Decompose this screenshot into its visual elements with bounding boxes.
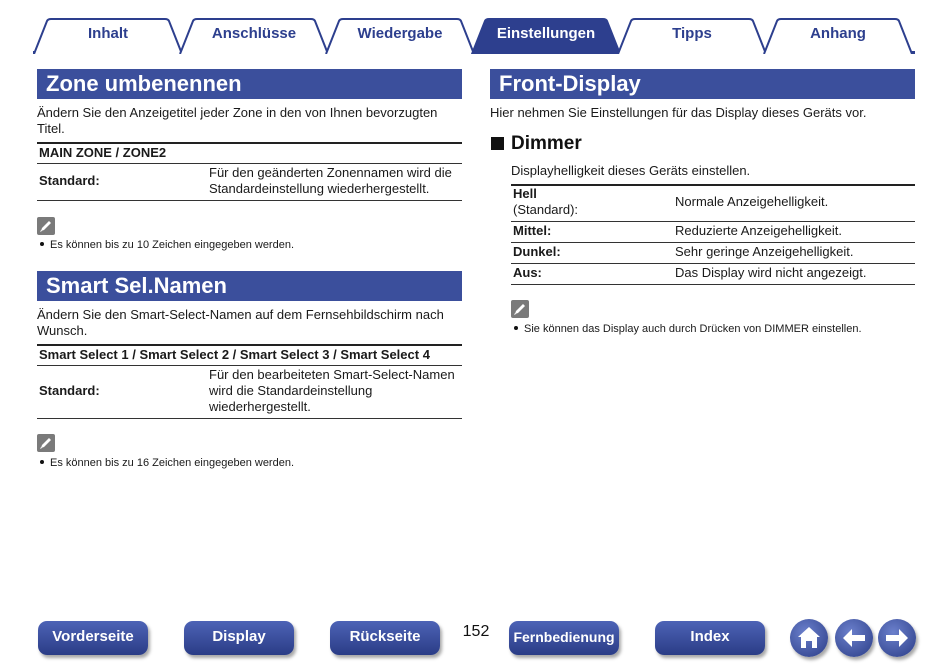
bullet-icon bbox=[40, 242, 44, 246]
dimmer-row-hell-value: Normale Anzeigehelligkeit. bbox=[675, 194, 829, 209]
tab-label: Anschlüsse bbox=[211, 25, 297, 42]
table-rule bbox=[511, 263, 915, 264]
dimmer-row-hell-label: Hell bbox=[513, 186, 537, 201]
smart-names-heading: Smart Sel.Namen bbox=[37, 271, 462, 301]
home-icon bbox=[790, 619, 828, 657]
table-rule bbox=[511, 242, 915, 243]
table-rule bbox=[511, 221, 915, 222]
pencil-note-icon bbox=[511, 300, 529, 318]
dimmer-heading: Dimmer bbox=[511, 133, 582, 154]
zone-default-value: Für den geänderten Zonennamen wird die Standardeinstellung wiederhergestellt. bbox=[209, 165, 452, 196]
page-number: 152 bbox=[462, 623, 490, 640]
table-rule bbox=[37, 142, 462, 144]
bullet-icon bbox=[40, 460, 44, 464]
tab-wiedergabe[interactable] bbox=[325, 18, 475, 52]
zone-table-header: MAIN ZONE / ZONE2 bbox=[39, 145, 167, 160]
arrow-right-icon bbox=[878, 619, 916, 657]
tab-tipps[interactable] bbox=[617, 18, 767, 52]
zone-note-text: Es können bis zu 10 Zeichen eingegeben werden. bbox=[50, 239, 295, 251]
table-rule bbox=[37, 344, 462, 346]
previous-page-button[interactable] bbox=[835, 619, 873, 657]
tab-label: Inhalt bbox=[88, 25, 128, 42]
index-button[interactable]: Index bbox=[655, 621, 765, 655]
table-rule bbox=[511, 284, 915, 285]
tab-anhang[interactable] bbox=[763, 18, 913, 52]
dimmer-note-text: Sie können das Display auch durch Drücken von DIMMER einstellen. bbox=[524, 323, 862, 335]
tab-label: Einstellungen bbox=[496, 25, 596, 42]
front-panel-button[interactable]: Vorderseite bbox=[38, 621, 148, 655]
smart-names-description: Ändern Sie den Smart-Select-Namen auf dem Fernsehbildschirm nach Wunsch. bbox=[37, 307, 444, 338]
front-display-description: Hier nehmen Sie Einstellungen für das Display dieses Geräts vor. bbox=[490, 105, 867, 120]
table-rule bbox=[37, 200, 462, 201]
tab-anschluesse[interactable] bbox=[179, 18, 329, 52]
smart-table-header: Smart Select 1 / Smart Select 2 / Smart Select 3 / Smart Select 4 bbox=[39, 347, 430, 362]
front-display-heading: Front-Display bbox=[490, 69, 915, 99]
tab-inhalt[interactable] bbox=[33, 18, 183, 52]
smart-note bbox=[40, 456, 460, 470]
zone-rename-description: Ändern Sie den Anzeigetitel jeder Zone in den von Ihnen bevorzugten Titel. bbox=[37, 105, 438, 136]
zone-default-label: Standard: bbox=[39, 173, 100, 188]
dimmer-row-aus-value: Das Display wird nicht angezeigt. bbox=[675, 265, 867, 280]
dimmer-description: Displayhelligkeit dieses Geräts einstellen. bbox=[511, 163, 751, 178]
table-rule bbox=[37, 365, 462, 366]
smart-default-label: Standard: bbox=[39, 383, 100, 398]
home-button[interactable] bbox=[790, 619, 828, 657]
arrow-left-icon bbox=[835, 619, 873, 657]
tab-label: Tipps bbox=[672, 25, 712, 42]
zone-rename-heading: Zone umbenennen bbox=[37, 69, 462, 99]
smart-default-value: Für den bearbeiteten Smart-Select-Namen wird die Standardeinstellung wiederhergestellt. bbox=[209, 367, 455, 414]
dimmer-row-dunkel-label: Dunkel: bbox=[513, 244, 561, 259]
tab-label: Wiedergabe bbox=[357, 25, 443, 42]
next-page-button[interactable] bbox=[878, 619, 916, 657]
display-button[interactable]: Display bbox=[184, 621, 294, 655]
tab-einstellungen[interactable] bbox=[471, 18, 621, 52]
rear-panel-button[interactable]: Rückseite bbox=[330, 621, 440, 655]
smart-note-text: Es können bis zu 16 Zeichen eingegeben werden. bbox=[50, 457, 295, 469]
remote-control-button[interactable]: Fernbedienung bbox=[509, 621, 619, 655]
table-rule bbox=[37, 418, 462, 419]
dimmer-row-mittel-label: Mittel: bbox=[513, 223, 552, 238]
dimmer-row-dunkel-value: Sehr geringe Anzeigehelligkeit. bbox=[675, 244, 854, 259]
dimmer-note bbox=[514, 322, 914, 336]
zone-note bbox=[40, 238, 460, 252]
dimmer-row-aus-label: Aus: bbox=[513, 265, 542, 280]
dimmer-row-mittel-value: Reduzierte Anzeigehelligkeit. bbox=[675, 223, 842, 238]
table-rule bbox=[37, 163, 462, 164]
tab-label: Anhang bbox=[810, 25, 866, 42]
pencil-note-icon bbox=[37, 217, 55, 235]
pencil-note-icon bbox=[37, 434, 55, 452]
square-bullet-icon bbox=[491, 137, 504, 150]
bullet-icon bbox=[514, 326, 518, 330]
tab-bar bbox=[33, 16, 915, 54]
dimmer-row-hell-sub: (Standard): bbox=[513, 202, 579, 217]
